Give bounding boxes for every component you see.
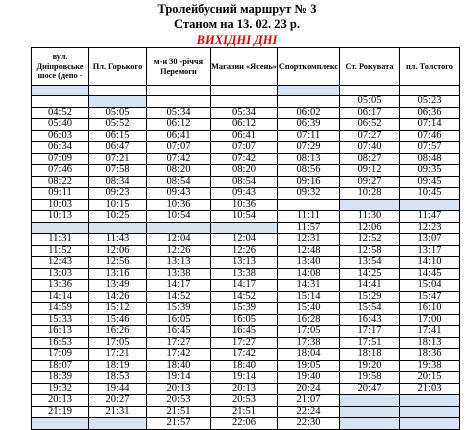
time-cell: 16:05 — [147, 314, 211, 326]
table-row — [32, 222, 460, 234]
time-cell: 17:00 — [400, 314, 460, 326]
time-cell: 21:57 — [147, 418, 211, 430]
time-cell: 18:04 — [278, 349, 340, 361]
time-cell: 15:47 — [400, 291, 460, 303]
column-header: м-н 30 -річчя Перемоги — [147, 48, 211, 86]
time-cell: 06:36 — [400, 107, 460, 119]
time-cell: 20:13 — [147, 383, 211, 395]
time-cell: 18:39 — [32, 372, 89, 384]
time-cell: 07:21 — [89, 153, 147, 165]
time-cell: 06:47 — [89, 142, 147, 154]
time-cell: 13:16 — [89, 268, 147, 280]
time-cell: 10:03 — [32, 199, 89, 211]
table-row — [32, 326, 460, 338]
time-cell: 17:42 — [147, 349, 211, 361]
time-cell: 11:43 — [89, 234, 147, 246]
time-cell: 14:41 — [340, 280, 400, 292]
spacer-cell — [278, 86, 340, 96]
time-cell: 16:45 — [211, 326, 278, 338]
time-cell: 21:19 — [32, 406, 89, 418]
time-cell: 08:48 — [400, 153, 460, 165]
spacer-row — [32, 86, 460, 96]
time-cell: 17:17 — [340, 326, 400, 338]
time-cell: 18:40 — [147, 360, 211, 372]
time-cell: 05:34 — [147, 107, 211, 119]
time-cell: 07:57 — [400, 142, 460, 154]
table-row — [32, 119, 460, 131]
time-cell: 12:04 — [211, 234, 278, 246]
time-cell — [89, 418, 147, 430]
table-row — [32, 142, 460, 154]
time-cell: 10:25 — [89, 211, 147, 223]
table-row — [32, 188, 460, 200]
time-cell: 07:40 — [340, 142, 400, 154]
time-cell: 06:39 — [278, 119, 340, 131]
time-cell: 15:04 — [400, 280, 460, 292]
time-cell: 18:53 — [89, 372, 147, 384]
time-cell — [400, 199, 460, 211]
time-cell: 17:05 — [89, 337, 147, 349]
time-cell: 10:54 — [147, 211, 211, 223]
time-cell: 14:08 — [278, 268, 340, 280]
time-cell: 12:23 — [400, 222, 460, 234]
time-cell: 07:07 — [211, 142, 278, 154]
table-row — [32, 176, 460, 188]
time-cell: 10:36 — [211, 199, 278, 211]
time-cell — [89, 222, 147, 234]
time-cell: 22:06 — [211, 418, 278, 430]
time-cell: 12:06 — [340, 222, 400, 234]
time-cell: 11:11 — [278, 211, 340, 223]
time-cell: 16:05 — [211, 314, 278, 326]
time-cell: 22:30 — [278, 418, 340, 430]
time-cell: 19:14 — [147, 372, 211, 384]
spacer-cell — [340, 86, 400, 96]
time-cell — [340, 418, 400, 430]
time-cell: 19:05 — [278, 360, 340, 372]
time-cell: 14:25 — [340, 268, 400, 280]
time-cell: 11:57 — [278, 222, 340, 234]
time-cell: 21:31 — [89, 406, 147, 418]
day-type-label: ВИХІДНІ ДНІ — [196, 33, 278, 47]
time-cell: 22:24 — [278, 406, 340, 418]
time-cell: 13:54 — [340, 257, 400, 269]
time-cell: 12:26 — [147, 245, 211, 257]
table-row — [32, 314, 460, 326]
time-cell: 06:02 — [278, 107, 340, 119]
time-cell: 13:36 — [32, 280, 89, 292]
effective-date: Станом на 13. 02. 23 р. — [173, 17, 301, 31]
time-cell: 19:44 — [89, 383, 147, 395]
time-cell: 15:14 — [278, 291, 340, 303]
time-cell: 07:14 — [400, 119, 460, 131]
time-cell: 14:26 — [89, 291, 147, 303]
time-cell: 11:47 — [400, 211, 460, 223]
time-cell: 15:39 — [211, 303, 278, 315]
table-row — [32, 372, 460, 384]
time-cell: 13:17 — [400, 245, 460, 257]
table-row — [32, 280, 460, 292]
table-row — [32, 268, 460, 280]
time-cell: 06:41 — [147, 130, 211, 142]
time-cell: 08:56 — [278, 165, 340, 177]
time-cell: 13:07 — [400, 234, 460, 246]
time-cell: 17:05 — [278, 326, 340, 338]
time-cell: 12:43 — [32, 257, 89, 269]
time-cell: 20:47 — [340, 383, 400, 395]
time-cell: 16:13 — [32, 326, 89, 338]
time-cell: 13:38 — [211, 268, 278, 280]
time-cell: 14:17 — [147, 280, 211, 292]
time-cell: 20:24 — [278, 383, 340, 395]
time-cell: 12:04 — [147, 234, 211, 246]
time-cell — [340, 395, 400, 407]
table-row — [32, 303, 460, 315]
time-cell: 11:52 — [32, 245, 89, 257]
time-cell: 13:03 — [32, 268, 89, 280]
table-row — [32, 234, 460, 246]
column-header: Спорткомплекс — [278, 48, 340, 86]
time-cell: 17:27 — [147, 337, 211, 349]
time-cell: 13:40 — [278, 257, 340, 269]
time-cell — [32, 222, 89, 234]
time-cell: 14:45 — [400, 268, 460, 280]
time-cell: 11:31 — [32, 234, 89, 246]
time-cell: 09:32 — [278, 188, 340, 200]
time-cell — [340, 199, 400, 211]
time-cell: 17:42 — [211, 349, 278, 361]
table-row — [32, 395, 460, 407]
time-cell: 08:27 — [340, 153, 400, 165]
time-cell: 16:43 — [340, 314, 400, 326]
table-row — [32, 199, 460, 211]
time-cell: 16:10 — [400, 303, 460, 315]
time-cell: 11:30 — [340, 211, 400, 223]
time-cell: 06:34 — [32, 142, 89, 154]
time-cell: 12:52 — [340, 234, 400, 246]
time-cell: 08:22 — [32, 176, 89, 188]
time-cell: 19:20 — [340, 360, 400, 372]
time-cell: 05:23 — [400, 96, 460, 108]
time-cell: 12:26 — [211, 245, 278, 257]
table-row — [32, 96, 460, 108]
time-cell — [147, 222, 211, 234]
time-cell: 15:12 — [89, 303, 147, 315]
time-cell — [340, 406, 400, 418]
time-cell: 17:27 — [211, 337, 278, 349]
table-row — [32, 245, 460, 257]
time-cell: 13:13 — [211, 257, 278, 269]
time-cell — [278, 199, 340, 211]
time-cell: 12:31 — [278, 234, 340, 246]
time-cell: 05:34 — [211, 107, 278, 119]
time-cell: 21:51 — [147, 406, 211, 418]
spacer-cell — [89, 86, 147, 96]
time-cell: 17:21 — [89, 349, 147, 361]
time-cell: 19:58 — [340, 372, 400, 384]
table-row — [32, 406, 460, 418]
time-cell: 20:13 — [211, 383, 278, 395]
time-cell: 07:42 — [147, 153, 211, 165]
time-cell: 05:40 — [32, 119, 89, 131]
column-header: вул. Дніпровське шосе (депо - — [32, 48, 89, 86]
time-cell: 12:56 — [89, 257, 147, 269]
time-cell: 21:03 — [400, 383, 460, 395]
time-cell: 19:38 — [400, 360, 460, 372]
table-row — [32, 130, 460, 142]
time-cell — [400, 395, 460, 407]
time-cell: 10:54 — [211, 211, 278, 223]
time-cell: 10:45 — [400, 188, 460, 200]
time-cell: 17:41 — [400, 326, 460, 338]
time-cell: 09:12 — [340, 165, 400, 177]
column-header-row — [32, 48, 460, 86]
time-cell: 07:29 — [278, 142, 340, 154]
time-cell: 15:33 — [32, 314, 89, 326]
time-cell: 09:23 — [89, 188, 147, 200]
time-cell — [400, 406, 460, 418]
time-cell: 09:16 — [278, 176, 340, 188]
time-cell: 08:54 — [211, 176, 278, 188]
time-cell: 15:39 — [147, 303, 211, 315]
time-cell: 15:46 — [89, 314, 147, 326]
table-row — [32, 337, 460, 349]
time-cell: 08:34 — [89, 176, 147, 188]
time-cell: 08:13 — [278, 153, 340, 165]
time-cell: 17:09 — [32, 349, 89, 361]
time-cell: 17:38 — [278, 337, 340, 349]
time-cell: 15:40 — [278, 303, 340, 315]
time-cell: 10:13 — [32, 211, 89, 223]
time-cell: 17:51 — [340, 337, 400, 349]
time-cell: 07:46 — [400, 130, 460, 142]
time-cell — [147, 96, 211, 108]
time-cell: 20:53 — [211, 395, 278, 407]
time-cell: 07:42 — [211, 153, 278, 165]
time-cell: 20:15 — [400, 372, 460, 384]
time-cell: 12:06 — [89, 245, 147, 257]
time-cell: 20:13 — [32, 395, 89, 407]
time-cell: 04:52 — [32, 107, 89, 119]
route-title: Тролейбусний маршрут № 3 — [157, 2, 317, 16]
time-cell: 14:52 — [211, 291, 278, 303]
time-cell — [32, 418, 89, 430]
time-cell: 06:15 — [89, 130, 147, 142]
time-cell: 06:03 — [32, 130, 89, 142]
column-header: пл. Толстого — [400, 48, 460, 86]
time-cell: 14:31 — [278, 280, 340, 292]
time-cell: 09:35 — [400, 165, 460, 177]
time-cell: 18:40 — [211, 360, 278, 372]
time-cell: 06:41 — [211, 130, 278, 142]
time-cell: 20:27 — [89, 395, 147, 407]
time-cell: 14:10 — [400, 257, 460, 269]
time-cell: 07:27 — [340, 130, 400, 142]
spacer-cell — [400, 86, 460, 96]
time-cell: 09:11 — [32, 188, 89, 200]
time-cell: 09:43 — [211, 188, 278, 200]
time-cell — [32, 96, 89, 108]
table-row — [32, 153, 460, 165]
column-header: Ст. Рокувата — [340, 48, 400, 86]
table-row — [32, 165, 460, 177]
time-cell: 07:58 — [89, 165, 147, 177]
time-cell — [89, 96, 147, 108]
time-cell: 12:58 — [340, 245, 400, 257]
spacer-cell — [32, 86, 89, 96]
time-cell: 05:05 — [340, 96, 400, 108]
time-cell: 13:49 — [89, 280, 147, 292]
time-cell: 10:36 — [147, 199, 211, 211]
time-cell: 07:09 — [32, 153, 89, 165]
spacer-cell — [147, 86, 211, 96]
time-cell: 07:07 — [147, 142, 211, 154]
time-cell: 14:14 — [32, 291, 89, 303]
table-row — [32, 418, 460, 430]
table-row — [32, 107, 460, 119]
table-row — [32, 349, 460, 361]
time-cell: 05:52 — [89, 119, 147, 131]
time-cell: 09:43 — [147, 188, 211, 200]
time-cell: 06:12 — [147, 119, 211, 131]
time-cell: 18:07 — [32, 360, 89, 372]
time-cell: 06:17 — [340, 107, 400, 119]
time-cell: 13:13 — [147, 257, 211, 269]
time-cell — [400, 418, 460, 430]
column-header: Магазин «Ясень» — [211, 48, 278, 86]
time-cell: 20:53 — [147, 395, 211, 407]
time-cell: 14:59 — [32, 303, 89, 315]
time-cell: 08:54 — [147, 176, 211, 188]
table-row — [32, 383, 460, 395]
time-cell: 16:53 — [32, 337, 89, 349]
time-cell: 12:48 — [278, 245, 340, 257]
time-cell — [211, 96, 278, 108]
time-cell: 06:52 — [340, 119, 400, 131]
timetable — [31, 47, 460, 430]
time-cell: 06:12 — [211, 119, 278, 131]
time-cell: 09:27 — [340, 176, 400, 188]
time-cell: 14:17 — [211, 280, 278, 292]
time-cell: 19:40 — [278, 372, 340, 384]
time-cell: 08:20 — [147, 165, 211, 177]
time-cell: 10:15 — [89, 199, 147, 211]
time-cell: 14:52 — [147, 291, 211, 303]
time-cell: 05:05 — [89, 107, 147, 119]
table-row — [32, 291, 460, 303]
time-cell: 08:20 — [211, 165, 278, 177]
table-row — [32, 257, 460, 269]
time-cell: 15:54 — [340, 303, 400, 315]
time-cell: 10:28 — [340, 188, 400, 200]
time-cell — [278, 96, 340, 108]
time-cell: 07:46 — [32, 165, 89, 177]
time-cell: 19:14 — [211, 372, 278, 384]
time-cell: 18:36 — [400, 349, 460, 361]
time-cell: 21:51 — [211, 406, 278, 418]
time-cell: 18:19 — [89, 360, 147, 372]
time-cell: 13:38 — [147, 268, 211, 280]
table-row — [32, 211, 460, 223]
time-cell: 18:13 — [400, 337, 460, 349]
time-cell: 16:26 — [89, 326, 147, 338]
time-cell: 15:29 — [340, 291, 400, 303]
time-cell: 09:45 — [400, 176, 460, 188]
time-cell: 07:11 — [278, 130, 340, 142]
time-cell — [211, 222, 278, 234]
time-cell: 16:28 — [278, 314, 340, 326]
time-cell: 19:32 — [32, 383, 89, 395]
time-cell: 21:07 — [278, 395, 340, 407]
time-cell: 18:18 — [340, 349, 400, 361]
table-row — [32, 360, 460, 372]
time-cell: 16:45 — [147, 326, 211, 338]
spacer-cell — [211, 86, 278, 96]
column-header: Пл. Горького — [89, 48, 147, 86]
